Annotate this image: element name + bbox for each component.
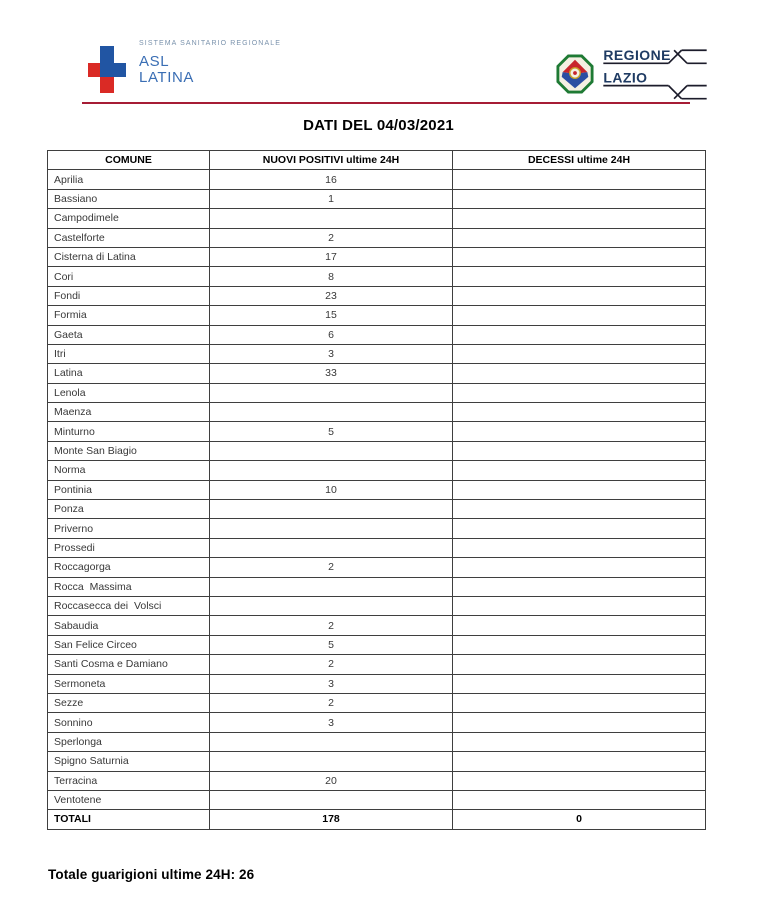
cell-nuovi-positivi xyxy=(210,461,453,480)
asl-name-line1: ASL xyxy=(139,53,170,70)
cell-nuovi-positivi: 2 xyxy=(210,558,453,577)
cell-comune: Norma xyxy=(48,461,210,480)
cell-nuovi-positivi: 3 xyxy=(210,713,453,732)
cell-nuovi-positivi: 10 xyxy=(210,480,453,499)
cell-nuovi-positivi: 16 xyxy=(210,170,453,189)
cell-nuovi-positivi: 20 xyxy=(210,771,453,790)
cell-nuovi-positivi xyxy=(210,209,453,228)
cell-decessi xyxy=(453,655,706,674)
cell-comune: Formia xyxy=(48,306,210,325)
cell-nuovi-positivi: 5 xyxy=(210,635,453,654)
cell-nuovi-positivi: 6 xyxy=(210,325,453,344)
cell-nuovi-positivi xyxy=(210,732,453,751)
cell-decessi xyxy=(453,209,706,228)
cell-comune: Ventotene xyxy=(48,790,210,809)
cross-segment xyxy=(100,46,114,63)
cell-decessi xyxy=(453,480,706,499)
cell-comune: Roccagorga xyxy=(48,558,210,577)
cell-decessi xyxy=(453,344,706,363)
totals-row xyxy=(48,810,706,829)
table-row xyxy=(48,596,706,615)
cell-nuovi-positivi xyxy=(210,403,453,422)
table-row xyxy=(48,790,706,809)
table-row xyxy=(48,403,706,422)
cell-comune: Pontinia xyxy=(48,480,210,499)
cell-comune: Cori xyxy=(48,267,210,286)
regione-lazio-crest-icon xyxy=(556,54,594,94)
cell-nuovi-positivi: 17 xyxy=(210,247,453,266)
cell-decessi xyxy=(453,635,706,654)
table-row xyxy=(48,461,706,480)
cell-nuovi-positivi: 3 xyxy=(210,344,453,363)
table-row xyxy=(48,267,706,286)
table-row xyxy=(48,635,706,654)
cell-comune: Bassiano xyxy=(48,189,210,208)
cell-nuovi-positivi: 33 xyxy=(210,364,453,383)
cell-decessi xyxy=(453,403,706,422)
cell-comune: Cisterna di Latina xyxy=(48,247,210,266)
cell-comune: Sonnino xyxy=(48,713,210,732)
cell-decessi xyxy=(453,577,706,596)
cell-decessi xyxy=(453,790,706,809)
cell-comune: Latina xyxy=(48,364,210,383)
table-row xyxy=(48,693,706,712)
cell-comune: Itri xyxy=(48,344,210,363)
cell-comune: Prossedi xyxy=(48,538,210,557)
cell-comune: Aprilia xyxy=(48,170,210,189)
cross-segment xyxy=(88,63,100,77)
cell-comune: Roccasecca dei Volsci xyxy=(48,596,210,615)
table-row xyxy=(48,189,706,208)
cell-comune: Terracina xyxy=(48,771,210,790)
table-row xyxy=(48,286,706,305)
table-row xyxy=(48,771,706,790)
asl-tagline: SISTEMA SANITARIO REGIONALE xyxy=(139,40,281,47)
asl-latina-logo xyxy=(88,38,281,93)
cell-decessi xyxy=(453,441,706,460)
cell-decessi xyxy=(453,771,706,790)
cell-comune: Maenza xyxy=(48,403,210,422)
asl-name-line2: LATINA xyxy=(139,69,195,86)
cell-nuovi-positivi xyxy=(210,577,453,596)
cell-decessi xyxy=(453,228,706,247)
column-header-decessi: DECESSI ultime 24H xyxy=(453,151,706,170)
table-row xyxy=(48,209,706,228)
cell-nuovi-positivi: 5 xyxy=(210,422,453,441)
column-header-comune: COMUNE xyxy=(48,151,210,170)
cell-nuovi-positivi xyxy=(210,383,453,402)
table-row xyxy=(48,674,706,693)
cell-nuovi-positivi xyxy=(210,500,453,519)
totals-nuovi-positivi: 178 xyxy=(210,810,453,829)
cross-segment xyxy=(100,63,114,77)
cell-comune: Sabaudia xyxy=(48,616,210,635)
cell-decessi xyxy=(453,461,706,480)
lazio-word: LAZIO xyxy=(603,69,648,86)
table-row xyxy=(48,422,706,441)
totals-label: TOTALI xyxy=(48,810,210,829)
cell-decessi xyxy=(453,383,706,402)
cell-nuovi-positivi: 23 xyxy=(210,286,453,305)
table-row xyxy=(48,247,706,266)
cell-decessi xyxy=(453,519,706,538)
table-row xyxy=(48,228,706,247)
cell-comune: Santi Cosma e Damiano xyxy=(48,655,210,674)
cell-comune: San Felice Circeo xyxy=(48,635,210,654)
cross-segment xyxy=(114,63,126,77)
cell-decessi xyxy=(453,752,706,771)
cell-nuovi-positivi xyxy=(210,519,453,538)
cell-decessi xyxy=(453,558,706,577)
table-row xyxy=(48,364,706,383)
cell-decessi xyxy=(453,713,706,732)
cell-nuovi-positivi xyxy=(210,538,453,557)
cell-comune: Monte San Biagio xyxy=(48,441,210,460)
header-divider-rule xyxy=(82,102,690,104)
table-row xyxy=(48,713,706,732)
cell-decessi xyxy=(453,189,706,208)
covid-data-table xyxy=(47,150,706,830)
cell-decessi xyxy=(453,596,706,615)
cell-comune: Minturno xyxy=(48,422,210,441)
cell-decessi xyxy=(453,267,706,286)
cell-nuovi-positivi: 2 xyxy=(210,616,453,635)
column-header-nuovi-positivi: NUOVI POSITIVI ultime 24H xyxy=(210,151,453,170)
cell-comune: Spigno Saturnia xyxy=(48,752,210,771)
table-row xyxy=(48,383,706,402)
cell-decessi xyxy=(453,306,706,325)
cell-decessi xyxy=(453,364,706,383)
cell-nuovi-positivi: 2 xyxy=(210,655,453,674)
table-row xyxy=(48,752,706,771)
cell-decessi xyxy=(453,325,706,344)
cell-nuovi-positivi: 3 xyxy=(210,674,453,693)
page-title: DATI DEL 04/03/2021 xyxy=(303,117,454,134)
recoveries-note: Totale guarigioni ultime 24H: 26 xyxy=(48,867,255,882)
cell-decessi xyxy=(453,674,706,693)
table-row xyxy=(48,616,706,635)
cell-decessi xyxy=(453,616,706,635)
regione-word: REGIONE xyxy=(603,47,671,64)
table-row xyxy=(48,480,706,499)
asl-logo-text xyxy=(139,38,281,86)
cell-comune: Fondi xyxy=(48,286,210,305)
cell-decessi xyxy=(453,286,706,305)
cell-nuovi-positivi: 2 xyxy=(210,228,453,247)
table-header-row xyxy=(48,151,706,170)
cell-comune: Lenola xyxy=(48,383,210,402)
cell-decessi xyxy=(453,732,706,751)
table-row xyxy=(48,558,706,577)
table-body xyxy=(48,170,706,810)
cell-comune: Castelforte xyxy=(48,228,210,247)
cell-decessi xyxy=(453,500,706,519)
cell-nuovi-positivi xyxy=(210,596,453,615)
table-row xyxy=(48,732,706,751)
cell-comune: Campodimele xyxy=(48,209,210,228)
cell-comune: Priverno xyxy=(48,519,210,538)
cell-nuovi-positivi: 2 xyxy=(210,693,453,712)
cell-nuovi-positivi xyxy=(210,790,453,809)
cell-decessi xyxy=(453,170,706,189)
table-row xyxy=(48,538,706,557)
table-row xyxy=(48,306,706,325)
cell-nuovi-positivi: 1 xyxy=(210,189,453,208)
table-row xyxy=(48,344,706,363)
cell-nuovi-positivi: 15 xyxy=(210,306,453,325)
table-row xyxy=(48,655,706,674)
cell-comune: Rocca Massima xyxy=(48,577,210,596)
cell-nuovi-positivi xyxy=(210,752,453,771)
cell-comune: Ponza xyxy=(48,500,210,519)
table-row xyxy=(48,500,706,519)
cell-decessi xyxy=(453,247,706,266)
cell-comune: Sezze xyxy=(48,693,210,712)
asl-cross-icon xyxy=(88,46,126,93)
totals-decessi: 0 xyxy=(453,810,706,829)
cell-comune: Sperlonga xyxy=(48,732,210,751)
cell-comune: Sermoneta xyxy=(48,674,210,693)
table-row xyxy=(48,170,706,189)
regione-lazio-wordmark xyxy=(600,47,710,101)
cross-segment xyxy=(100,77,114,93)
cell-decessi xyxy=(453,693,706,712)
regione-lazio-logo xyxy=(556,47,710,101)
cell-comune: Gaeta xyxy=(48,325,210,344)
cell-decessi xyxy=(453,422,706,441)
cell-nuovi-positivi: 8 xyxy=(210,267,453,286)
table-row xyxy=(48,441,706,460)
table-row xyxy=(48,325,706,344)
table-row xyxy=(48,577,706,596)
cell-decessi xyxy=(453,538,706,557)
cell-nuovi-positivi xyxy=(210,441,453,460)
table-row xyxy=(48,519,706,538)
